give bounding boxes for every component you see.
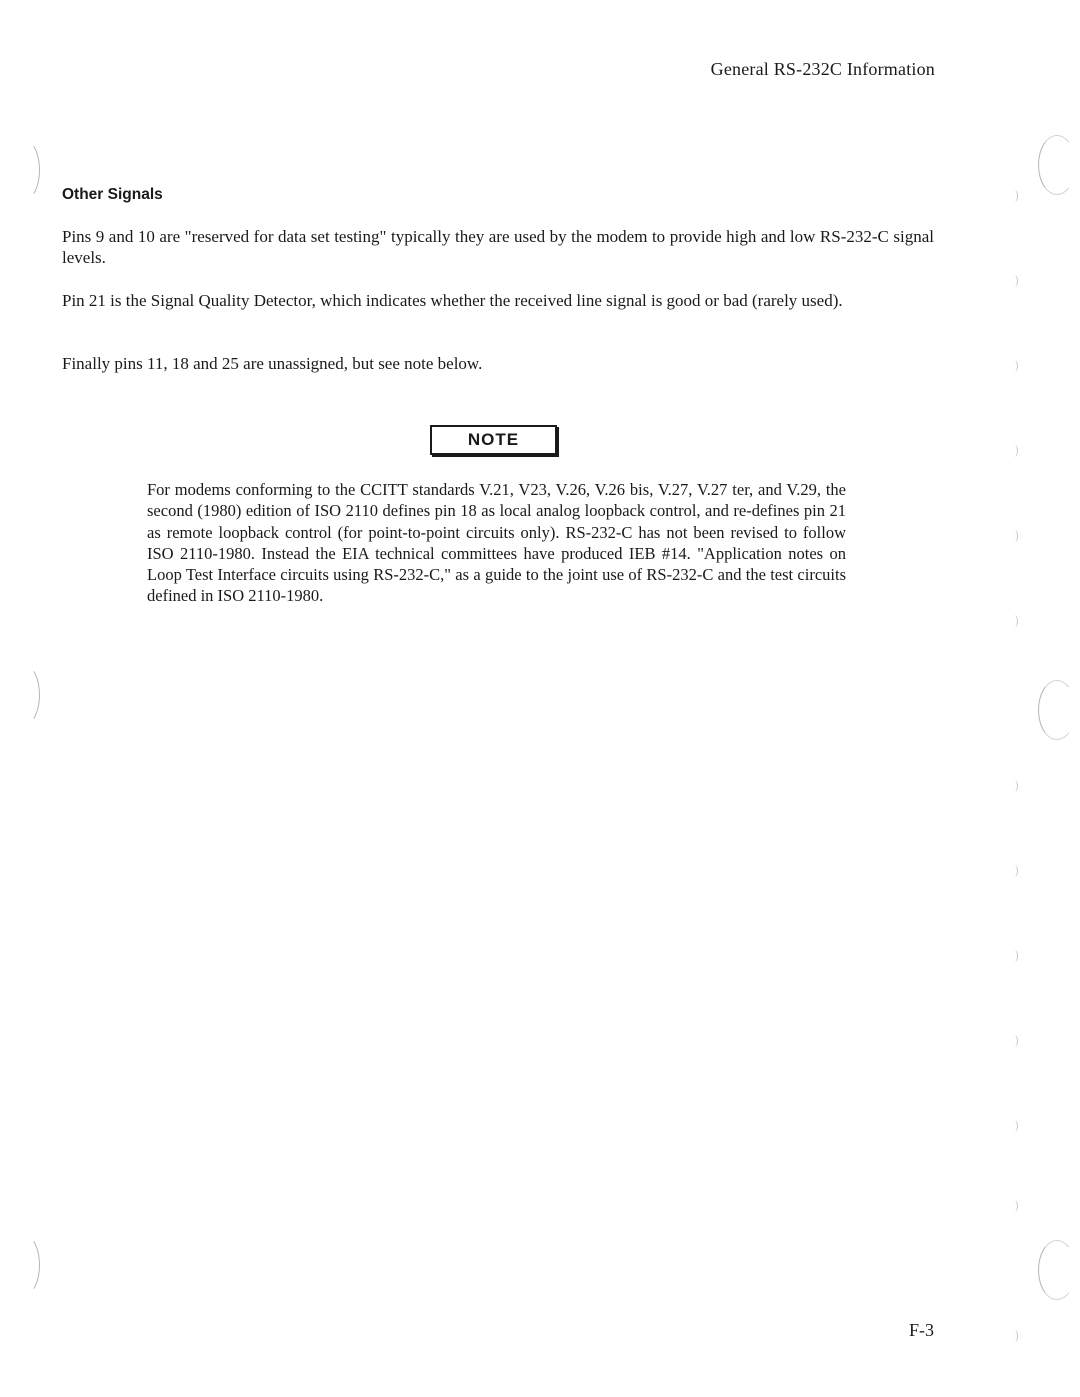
paragraph-pin-21: Pin 21 is the Signal Quality Detector, which indicates whether the received line signal is good or bad (rarely used).	[62, 291, 843, 310]
note-label-box	[430, 425, 557, 455]
binder-hole-mark	[10, 1235, 40, 1295]
scan-edge-tick	[1011, 360, 1018, 372]
scan-edge-tick	[1011, 1200, 1018, 1212]
scan-edge-tick	[1011, 275, 1018, 287]
binder-hole-mark	[10, 140, 40, 200]
scan-edge-tick	[1011, 615, 1018, 627]
binder-hole-mark	[10, 665, 40, 725]
scan-edge-tick	[1011, 865, 1018, 877]
paragraph-unassigned-pins: Finally pins 11, 18 and 25 are unassigned, but see note below.	[62, 354, 483, 373]
scan-edge-tick	[1011, 530, 1018, 542]
binder-hole-mark	[1038, 135, 1076, 195]
page-number: F-3	[908, 1320, 934, 1340]
scan-edge-tick	[1011, 190, 1018, 202]
scan-edge-tick	[1011, 1330, 1018, 1342]
paragraph-pins-9-10: Pins 9 and 10 are "reserved for data set testing" typically they are used by the modem to provide high and low RS-232-C signal levels.	[62, 227, 934, 267]
scan-edge-tick	[1011, 950, 1018, 962]
scan-edge-tick	[1011, 780, 1018, 792]
scan-edge-tick	[1011, 1035, 1018, 1047]
section-heading: Other Signals	[62, 186, 163, 203]
scan-edge-tick	[1011, 1120, 1018, 1132]
note-label: NOTE	[467, 430, 520, 449]
scan-edge-tick	[1011, 445, 1018, 457]
binder-hole-mark	[1038, 680, 1076, 740]
running-header: General RS-232C Information	[710, 59, 935, 79]
note-text: For modems conforming to the CCITT standards V.21, V23, V.26, V.26 bis, V.27, V.27 ter, and V.29, the second (1980) edition of ISO 2110 defines pin 18 as local analog loopback control, and re-defines pin 21 as remote loopback control (for point-to-point circuits only). RS-232-C has not been revised to follow ISO 2110-1980. Instead the EIA technical committees have produced IEB #14. "Application notes on Loop Test Interface circuits using RS-232-C," as a guide to the joint use of RS-232-C and the test circuits defined in ISO 2110-1980.	[147, 480, 846, 606]
binder-hole-mark	[1038, 1240, 1076, 1300]
